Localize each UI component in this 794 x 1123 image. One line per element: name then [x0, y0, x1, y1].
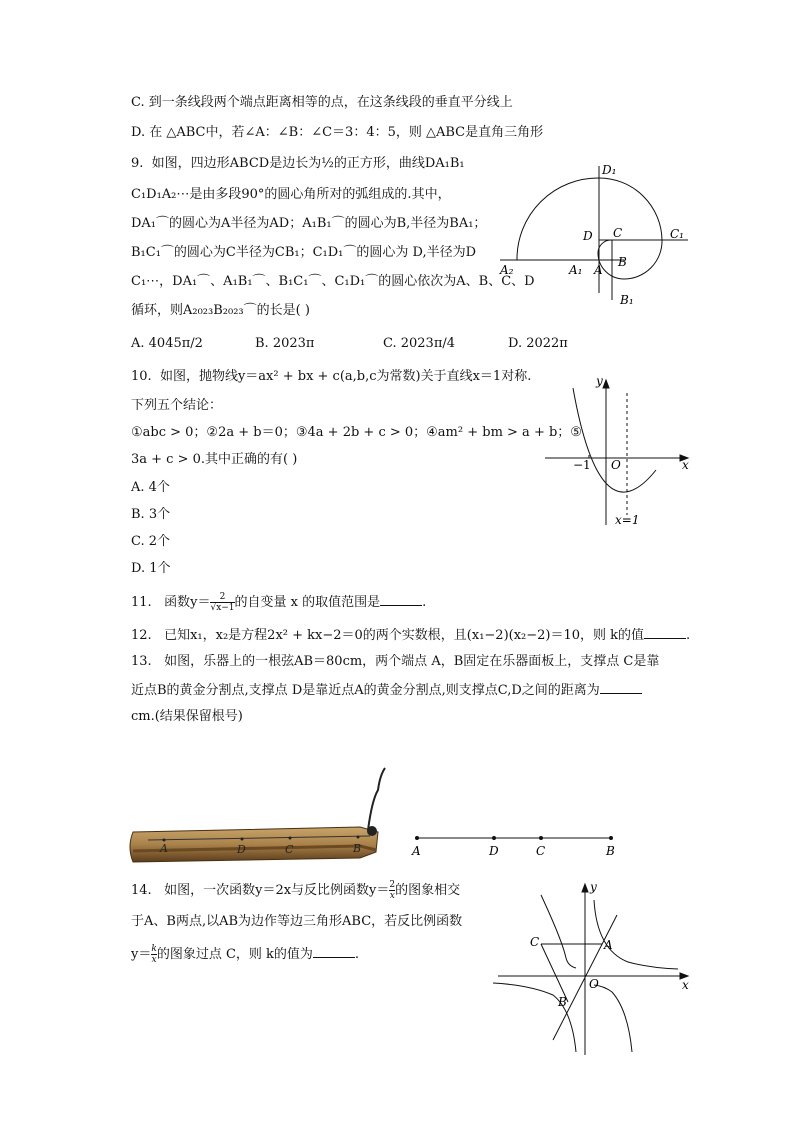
- q13-line3: cm.(结果保留根号): [131, 709, 243, 724]
- q11-line: 11. 函数y＝ $\frac{2}{√x-1}$ 的自变量 x 的取值范围是 .: [131, 592, 427, 613]
- q9-option-c: C. 2023π/4: [383, 336, 456, 351]
- q12-line: 12. 已知x₁，x₂是方程2x² + kx−2＝0的两个实数根，且(x₁−2)(x₂−2)＝10，则 k的值 .: [131, 628, 691, 643]
- q9-label-a1: A₁: [569, 263, 583, 277]
- q9-line6: 循环，则A₂₀₂₃B₂₀₂₃⌒的长是( ): [131, 303, 310, 318]
- q13-photo-label-a: A: [160, 842, 168, 855]
- q14-hyperbola-q4: [594, 985, 632, 1052]
- q13-segment-label-b: B: [606, 844, 615, 858]
- q8-option-c: C. 到一条线段两个端点距离相等的点，在这条线段的垂直平分线上: [131, 95, 513, 110]
- q9-line5: C₁⋯，DA₁⌒、A₁B₁⌒、B₁C₁⌒、C₁D₁⌒的圆心依次为A、B、C、D: [131, 274, 535, 289]
- q14-number: 14.: [131, 883, 152, 898]
- q14-line3: y＝ $\frac{k}{x}$ 的图象过点 C，则 k的值为 .: [131, 944, 360, 965]
- q14-label-a: A: [604, 938, 613, 952]
- q9-label-c: C: [613, 226, 623, 240]
- q13-line2: 近点B的黄金分割点,支撑点 D是靠近点A的黄金分割点,则支撑点C,D之间的距离为: [131, 681, 642, 700]
- q10-line2: 下列五个结论：: [131, 398, 223, 413]
- q8-option-d: D. 在 △ABC中，若∠A：∠B：∠C＝3：4：5，则 △ABC是直角三角形: [131, 125, 544, 140]
- q13-number: 13.: [131, 654, 152, 669]
- q9-option-d: D. 2022π: [508, 336, 568, 351]
- q10-number: 10.: [131, 369, 152, 384]
- q10-label-neg1: −1: [573, 458, 591, 472]
- q14-y-arrow: [582, 884, 588, 892]
- q14-label-c: C: [530, 935, 540, 949]
- q10-label-y: y: [596, 374, 603, 388]
- q14-hyperbola-q2: [541, 895, 576, 968]
- q9-label-b1: B₁: [620, 293, 634, 307]
- q9-line2: C₁D₁A₂⋯是由多段90°的圆心角所对的弧组成的.其中，: [131, 187, 451, 202]
- q9-label-c1: C₁: [670, 227, 684, 241]
- q10-line1: 10. 如图，抛物线y＝ax² + bx + c(a,b,c为常数)关于直线x＝1对称.: [131, 369, 532, 384]
- q14-fraction-2: $\frac{k}{x}$: [151, 944, 157, 965]
- q10-label-x: x: [682, 458, 689, 472]
- q9-label-b: B: [618, 255, 627, 269]
- q13-segment-label-d: D: [489, 844, 499, 858]
- q9-line1: 9. 如图，四边形ABCD是边长为½的正方形，曲线DA₁B₁: [131, 156, 465, 171]
- q9-option-a: A. 4045π/2: [131, 336, 203, 351]
- q10-label-o: O: [611, 458, 621, 472]
- q14-fraction-1: $\frac{2}{x}$: [389, 880, 396, 901]
- q13-line1: 13. 如图，乐器上的一根弦AB＝80cm，两个端点 A，B固定在乐器面板上，支撑点 C是靠: [131, 654, 660, 669]
- q9-label-a2: A₂: [500, 263, 514, 277]
- q14-label-y: y: [590, 880, 597, 894]
- q13-photo-label-d: D: [237, 843, 246, 856]
- q14-label-o: O: [589, 977, 599, 991]
- q10-option-b: B. 3个: [131, 507, 171, 522]
- q14-label-b: B: [558, 995, 567, 1009]
- q10-line3: ①abc > 0；②2a + b＝0；③4a + 2b + c > 0；④am² + bm > a + b；⑤: [131, 425, 582, 440]
- q14-side-cb: [541, 944, 568, 1002]
- q10-option-c: C. 2个: [131, 534, 171, 549]
- q14-label-x: x: [682, 978, 689, 992]
- q13-segment-label-c: C: [536, 844, 546, 858]
- q9-line4: B₁C₁⌒的圆心为C半径为CB₁；C₁D₁⌒的圆心为 D,半径为D: [131, 245, 477, 260]
- q10-line4: 3a + c > 0.其中正确的有( ): [131, 452, 298, 467]
- q13-segment-label-a: A: [412, 844, 421, 858]
- q14-line2: 于A、B两点,以AB为边作等边三角形ABC，若反比例函数: [131, 914, 463, 929]
- q13-photo-label-b: B: [353, 842, 362, 855]
- q11-fraction: $\frac{2}{√x-1}$: [210, 592, 235, 613]
- q12-number: 12.: [131, 628, 152, 643]
- q10-option-a: A. 4个: [131, 480, 170, 495]
- q13-photo-label-c: C: [285, 843, 294, 856]
- q10-label-axis: x=1: [615, 513, 640, 527]
- q9-label-a: A: [594, 263, 603, 277]
- q9-number: 9.: [131, 156, 144, 171]
- q9-label-d: D: [583, 229, 593, 243]
- q9-line3: DA₁⌒的圆心为A半径为AD；A₁B₁⌒的圆心为B,半径为BA₁；: [131, 216, 487, 231]
- q9-label-d1: D₁: [602, 163, 617, 177]
- q11-number: 11.: [131, 595, 152, 610]
- q14-line1: 14. 如图，一次函数y＝2x与反比例函数y＝ $\frac{2}{x}$ 的图象相交: [131, 880, 461, 901]
- q10-option-d: D. 1个: [131, 561, 171, 576]
- q9-option-b: B. 2023π: [255, 336, 315, 351]
